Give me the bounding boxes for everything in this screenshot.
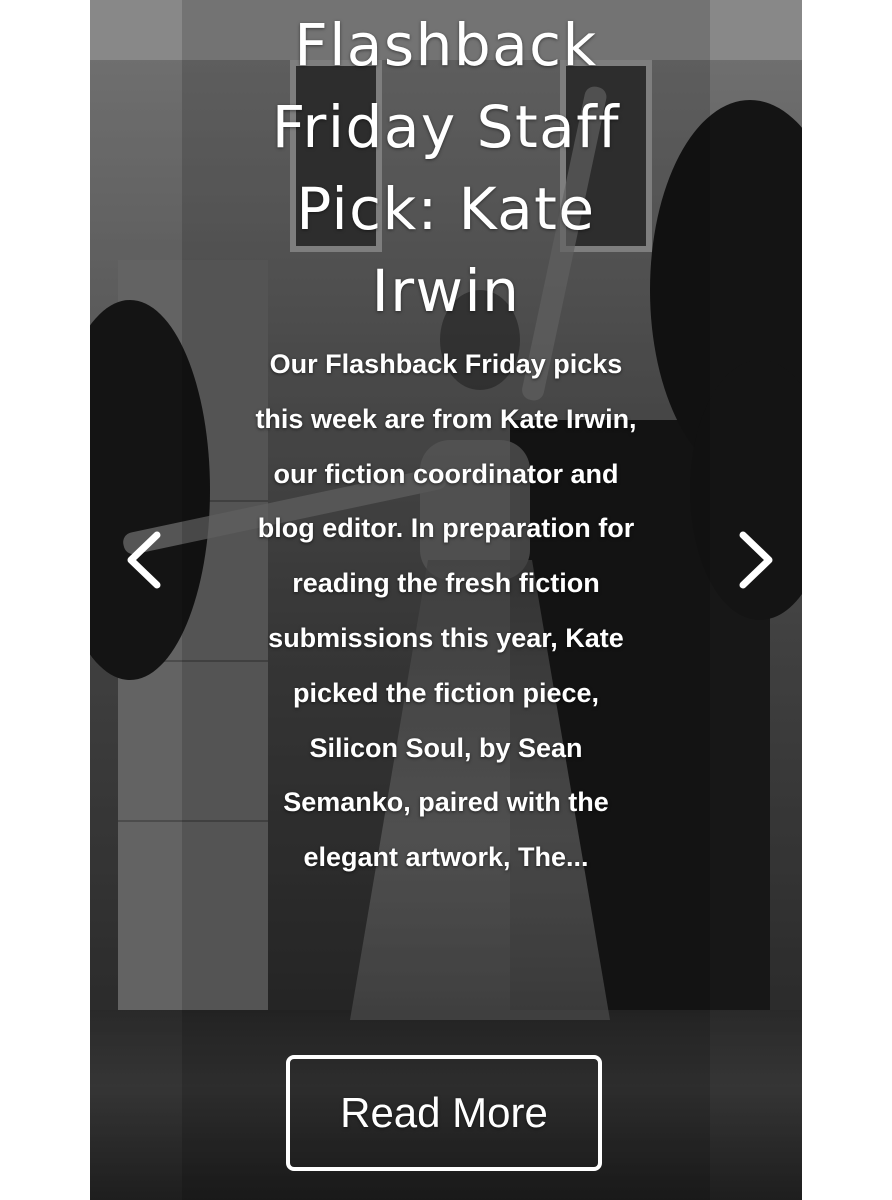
next-slide-button[interactable] [725,525,785,595]
post-title[interactable]: Flashback Friday Staff Pick: Kate Irwin [271,11,621,325]
chevron-right-icon [725,525,785,595]
chevron-left-icon [115,525,175,595]
post-excerpt: Our Flashback Friday picks this week are from Kate Irwin, our fiction coordinator and blog editor. In preparation for reading the fresh fiction submissions this year, Kate picked the fiction piece, Silicon Soul, by Sean Semanko, paired with the elegant artwork, The... [255,349,637,873]
slide-content [90,0,802,1200]
previous-slide-button[interactable] [115,525,175,595]
read-more-button[interactable]: Read More [286,1055,602,1171]
